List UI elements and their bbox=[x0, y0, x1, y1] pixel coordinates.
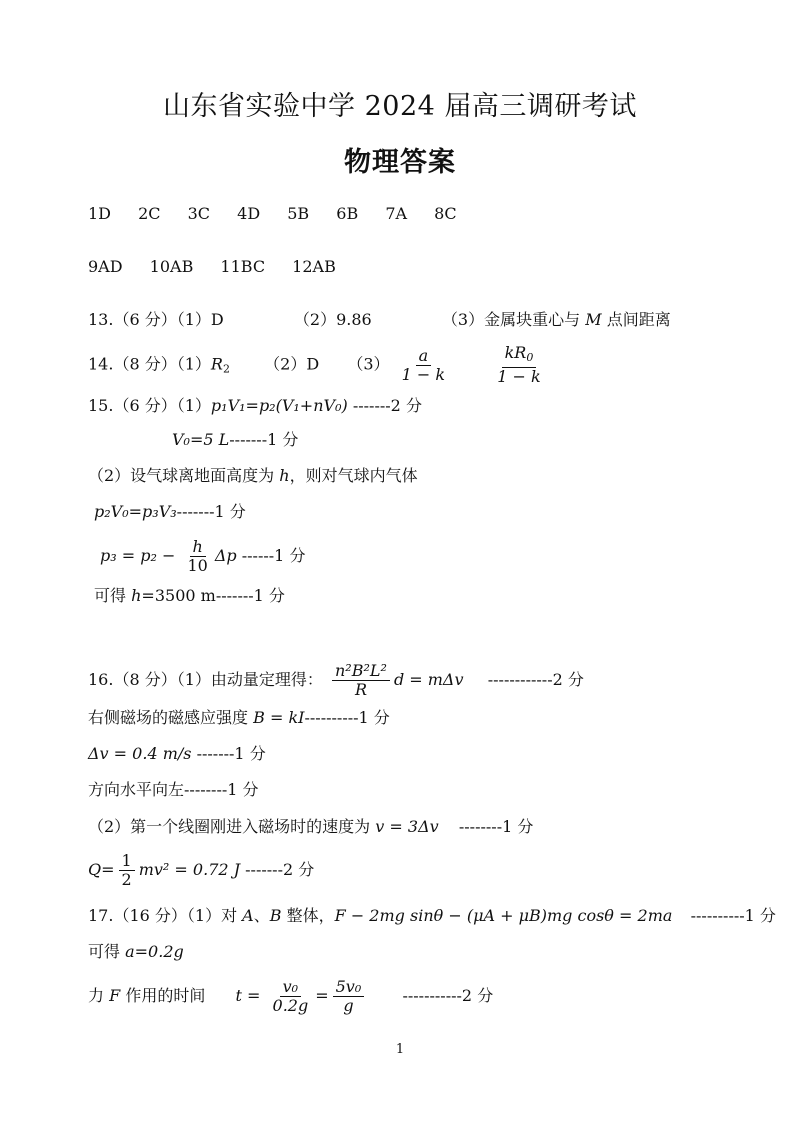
q13-line bbox=[88, 310, 671, 330]
q17-line3b: 作用的时间 bbox=[125, 986, 206, 1005]
q15-eq4-right: Δp bbox=[214, 546, 237, 565]
q17-t-eq: t = bbox=[235, 986, 261, 1005]
answer-item: 12AB bbox=[292, 257, 336, 276]
q15-result-score: -------1 分 bbox=[215, 586, 285, 605]
q14-line bbox=[88, 344, 548, 386]
q15-eq3-score: -------1 分 bbox=[176, 502, 246, 521]
q14-frac1-num: a bbox=[416, 347, 432, 366]
q17-line3-score: -----------2 分 bbox=[402, 986, 494, 1005]
q17-line3a: 力 bbox=[88, 986, 105, 1005]
q16-line4-score: --------1 分 bbox=[184, 780, 259, 799]
q17-frac1-num: v₀ bbox=[280, 978, 301, 997]
q16-line-4 bbox=[88, 780, 259, 800]
q15-eq2-score: -------1 分 bbox=[229, 430, 299, 449]
q16-line-6 bbox=[88, 852, 314, 889]
q16-line-2 bbox=[88, 708, 390, 728]
document-subtitle: 物理答案 bbox=[344, 147, 456, 178]
q16-line4: 方向水平向左 bbox=[88, 780, 185, 799]
q16-line6-score: -------2 分 bbox=[245, 860, 315, 879]
q17-line-3: 力 F 作用的时间 t = $\frac{\text{v₀}}{0.2g}$ = $\frac{\text{5v₀}}{g}$ -----------2 分 bbox=[88, 977, 494, 1015]
q15-line-2 bbox=[172, 430, 298, 450]
q15-result-a: 可得 bbox=[94, 586, 127, 605]
answer-item: 6B bbox=[336, 204, 359, 223]
q15-eq1-score: -------2 分 bbox=[352, 396, 422, 415]
q16-line5-score: --------1 分 bbox=[458, 817, 534, 836]
page-number: 1 bbox=[395, 1042, 405, 1057]
q15-part2-var: h bbox=[279, 466, 290, 485]
q15-eq1: p₁V₁=p₂(V₁+nV₀) bbox=[210, 396, 348, 415]
answers-row-2 bbox=[88, 257, 358, 277]
q14-frac1-den: 1 − k bbox=[401, 364, 446, 384]
q15-part2: （2）设气球离地面高度为 bbox=[88, 466, 275, 485]
q16-line6-den: 2 bbox=[121, 870, 132, 889]
q17-frac2-den: g bbox=[343, 996, 354, 1015]
answer-item: 7A bbox=[385, 204, 408, 223]
answer-item: 9AD bbox=[88, 257, 123, 276]
q13-part3a: （3）金属块重心与 bbox=[441, 310, 581, 329]
q15-line-5 bbox=[100, 538, 305, 575]
q16-line-3 bbox=[88, 744, 266, 764]
q13-prefix: 13.（6 分）（1）D bbox=[88, 310, 224, 329]
q16-line5-eq: v = 3Δv bbox=[375, 817, 439, 836]
q14-frac2-num bbox=[502, 344, 537, 368]
q14-sub: 2 bbox=[222, 362, 230, 376]
q14-var-r: R bbox=[210, 354, 223, 374]
q17-prefix: 17.（16 分）（1）对 bbox=[88, 906, 238, 925]
q17-line-1 bbox=[88, 906, 776, 926]
q16-line3-score: -------1 分 bbox=[196, 744, 266, 763]
q15-eq4-num: h bbox=[190, 538, 206, 557]
q16-line2-eq: B = kI bbox=[253, 708, 305, 727]
q17-fraction-1 bbox=[270, 978, 312, 1015]
q16-frac-den: R bbox=[354, 680, 367, 699]
q15-line-3 bbox=[88, 466, 418, 486]
q15-line-1 bbox=[88, 396, 422, 416]
q17-eq: F − 2mg sinθ − (μA + μB)mg cosθ = 2ma bbox=[334, 906, 673, 925]
q14-frac2-num-sub: 0 bbox=[526, 351, 534, 364]
q15-eq4-score: ------1 分 bbox=[241, 546, 306, 565]
q14-part3: （3） bbox=[347, 354, 390, 374]
answer-item: 3C bbox=[187, 204, 211, 223]
q15-result-var: h bbox=[131, 586, 142, 605]
q17-line2a: 可得 bbox=[88, 942, 121, 961]
q15-part2-rest: ，则对气球内气体 bbox=[289, 466, 418, 485]
answers-row-1 bbox=[88, 204, 479, 224]
q16-eq-score: ------------2 分 bbox=[487, 670, 584, 689]
q16-line6-fraction bbox=[119, 852, 135, 889]
answer-item: 5B bbox=[287, 204, 310, 223]
q16-line6-num: 1 bbox=[119, 852, 135, 871]
q14-part2: （2）D bbox=[264, 354, 320, 374]
q14-frac2-den: 1 − k bbox=[497, 367, 541, 386]
answer-item: 4D bbox=[237, 204, 261, 223]
q17-line2-eq: a=0.2g bbox=[125, 942, 184, 961]
q15-eq4-fraction bbox=[184, 538, 210, 575]
q15-line-6 bbox=[94, 586, 285, 606]
q16-line-1 bbox=[88, 662, 584, 699]
q14-fraction-1 bbox=[399, 347, 448, 384]
q16-eq-rest: d = mΔv bbox=[393, 670, 464, 689]
document-title: 山东省实验中学 2024 届高三调研考试 bbox=[163, 91, 637, 122]
q15-eq4-left: p₃ = p₂ − bbox=[100, 546, 176, 565]
answer-item: 1D bbox=[88, 204, 112, 223]
answer-item: 10AB bbox=[149, 257, 194, 276]
q15-prefix: 15.（6 分）（1） bbox=[88, 396, 211, 415]
q15-line-4 bbox=[94, 502, 246, 522]
q17-frac1-den: 0.2g bbox=[272, 996, 309, 1015]
q16-line-5 bbox=[88, 817, 533, 837]
q14-frac2-num-kr: kR bbox=[504, 343, 527, 362]
q15-eq2: V₀=5 L bbox=[172, 430, 230, 449]
q16-line6-q: Q= bbox=[88, 860, 115, 879]
q17-fraction-2 bbox=[333, 978, 365, 1015]
q13-part2: （2）9.86 bbox=[293, 310, 372, 329]
q16-line5: （2）第一个线圈刚进入磁场时的速度为 bbox=[88, 817, 371, 836]
q16-line6-eq: mv² = 0.72 J bbox=[138, 860, 241, 879]
q16-frac-num: n²B²L² bbox=[332, 662, 390, 681]
q16-line2-score: ----------1 分 bbox=[304, 708, 390, 727]
q13-var-m: M bbox=[585, 310, 602, 329]
q17-sep: 、 bbox=[253, 906, 270, 925]
q16-prefix: 16.（8 分）（1）由动量定理得： bbox=[88, 670, 323, 689]
q17-var-b: B bbox=[269, 906, 282, 925]
q17-line3-var: F bbox=[109, 986, 121, 1005]
q17-var-a: A bbox=[242, 906, 254, 925]
q15-result-b: =3500 m bbox=[141, 586, 216, 605]
answer-item: 11BC bbox=[220, 257, 266, 276]
answer-item: 2C bbox=[138, 204, 161, 223]
q15-eq4-den: 10 bbox=[187, 556, 208, 575]
q14-prefix: 14.（8 分）（1） bbox=[88, 354, 211, 374]
q15-eq3: p₂V₀=p₃V₃ bbox=[94, 502, 177, 521]
q16-line2: 右侧磁场的磁感应强度 bbox=[88, 708, 249, 727]
q17-frac2-num: 5v₀ bbox=[333, 978, 365, 997]
q13-part3b: 点间距离 bbox=[606, 310, 671, 329]
q17-eq-score: ----------1 分 bbox=[690, 906, 776, 925]
q14-fraction-2 bbox=[494, 344, 543, 386]
q17-whole: 整体， bbox=[286, 906, 335, 925]
q16-fraction bbox=[332, 662, 390, 699]
q17-line-2 bbox=[88, 942, 184, 962]
answer-item: 8C bbox=[434, 204, 457, 223]
q16-line3-eq: Δv = 0.4 m/s bbox=[88, 744, 192, 763]
